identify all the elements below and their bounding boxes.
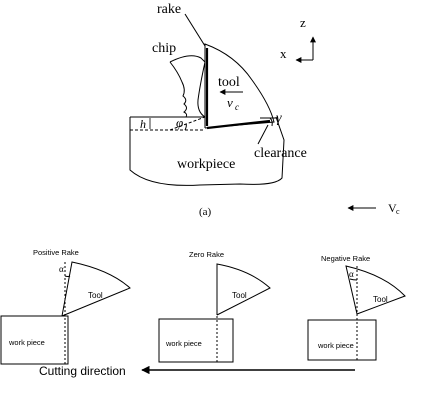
positive-alpha-label: α: [59, 264, 64, 274]
velocity-subscript: c: [235, 102, 239, 112]
velocity-symbol: v: [227, 95, 233, 110]
positive-rake-title: Positive Rake: [33, 248, 79, 257]
vc-subscript: c: [396, 207, 400, 216]
figure-caption: (a): [199, 206, 212, 218]
vc-legend-label: [388, 201, 400, 216]
rake-label: rake: [157, 2, 182, 17]
negative-alpha-label: α: [349, 269, 354, 279]
vc-symbol: V: [388, 201, 397, 215]
negative-tool-label: Tool: [373, 295, 388, 304]
clearance-face: [207, 121, 270, 128]
phi-arc: [185, 124, 186, 130]
x-axis-label: x: [280, 46, 287, 61]
zero-workpiece-label: work piece: [166, 339, 202, 348]
workpiece-label: workpiece: [177, 157, 236, 172]
tool-shape: [217, 264, 270, 315]
tool-shape: [62, 262, 130, 316]
tool-label: tool: [218, 75, 240, 90]
positive-workpiece-label: work piece: [9, 338, 45, 347]
zero-tool-label: Tool: [232, 291, 247, 300]
negative-workpiece-label: work piece: [318, 341, 354, 350]
chip-outline: [170, 56, 205, 117]
rake-leader: [185, 14, 205, 46]
cutting-direction-label: Cutting direction: [39, 364, 126, 378]
chip-curl: [170, 62, 187, 117]
tool-velocity-label: [227, 95, 239, 112]
negative-rake-title: Negative Rake: [321, 254, 371, 263]
phi-label: φ: [176, 115, 184, 130]
coordinate-axes: [296, 37, 313, 60]
alpha-arc: [350, 279, 357, 280]
panel-positive-rake: [1, 262, 130, 364]
h-label: h: [140, 117, 146, 131]
workpiece-block: [308, 320, 376, 360]
chip-label: chip: [152, 41, 177, 56]
zero-rake-title: Zero Rake: [189, 250, 225, 259]
tool-shape: [346, 266, 405, 314]
z-axis-label: z: [300, 15, 306, 30]
clearance-leader: [258, 125, 268, 144]
gamma-label: γ: [276, 111, 282, 126]
alpha-arc: [65, 276, 70, 277]
positive-tool-label: Tool: [88, 291, 103, 300]
clearance-label: clearance: [254, 146, 307, 161]
